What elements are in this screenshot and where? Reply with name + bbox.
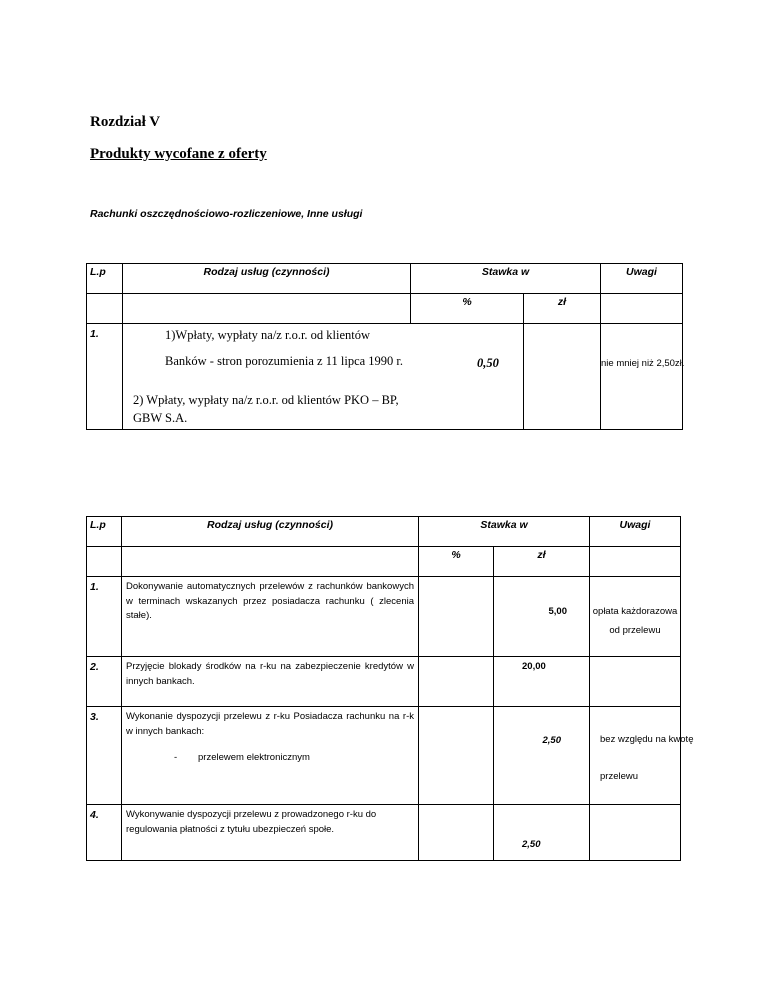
table-row-lp: 4. — [87, 805, 122, 861]
table-row-pln: 5,00 — [494, 577, 590, 657]
row-desc: 1)Wpłaty, wypłaty na/z r.o.r. od klientów Banków - stron porozumienia z 11 lipca 1990 r. 0,50 2) Wpłaty, wypłaty na/z r.o.r. od klientów PKO – BP, GBW S.A. — [123, 324, 524, 430]
header-lp: L.p — [87, 264, 123, 294]
table-row-note: bez względu na kwotę przelewu — [590, 707, 681, 805]
header-pln: zł — [524, 294, 601, 324]
table-row-pln: 20,00 — [494, 657, 590, 707]
header-pct: % — [419, 547, 494, 577]
table-row-desc: Wykonywanie dyspozycji przelewu z prowadzonego r-ku do regulowania płatności z tytułu ubezpieczeń społe. — [122, 805, 419, 861]
table-row-lp: 1. — [87, 577, 122, 657]
header-service: Rodzaj usług (czynności) — [122, 517, 419, 547]
header-notes: Uwagi — [601, 264, 683, 294]
header-notes: Uwagi — [590, 517, 681, 547]
header-rate: Stawka w — [411, 264, 601, 294]
table-row-lp: 2. — [87, 657, 122, 707]
fees-table-2 — [86, 516, 694, 861]
rate-pct: 0,50 — [477, 356, 499, 370]
header-service: Rodzaj usług (czynności) — [123, 264, 411, 294]
table-row-note: opłata każdorazowa od przelewu — [590, 577, 681, 657]
table-row-desc: Dokonywanie automatycznych przelewów z rachunków bankowych w terminach wskazanych przez posiadacza rachunku ( zlecenia stałe). — [122, 577, 419, 657]
row-pln — [524, 324, 601, 430]
table-row-pln: 2,50 — [494, 805, 590, 861]
table-row-desc: Wykonanie dyspozycji przelewu z r-ku Posiadacza rachunku na r-k w innych bankach: - przelewem elektronicznym — [122, 707, 419, 805]
header-rate: Stawka w — [419, 517, 590, 547]
header-pct: % — [411, 294, 524, 324]
header-lp: L.p — [87, 517, 122, 547]
fees-table-1 — [86, 263, 683, 430]
table-row-pln: 2,50 — [494, 707, 590, 805]
row-lp: 1. — [87, 324, 123, 430]
chapter-heading: Rozdział V — [90, 114, 161, 130]
header-pln: zł — [494, 547, 590, 577]
subtitle: Rachunki oszczędnościowo-rozliczeniowe, Inne usługi — [90, 208, 363, 220]
table-row-lp: 3. — [87, 707, 122, 805]
table-row-desc: Przyjęcie blokady środków na r-ku na zabezpieczenie kredytów w innych bankach. — [122, 657, 419, 707]
section-title: Produkty wycofane z oferty — [90, 146, 267, 162]
row-note: nie mniej niż 2,50zł. — [601, 324, 683, 430]
